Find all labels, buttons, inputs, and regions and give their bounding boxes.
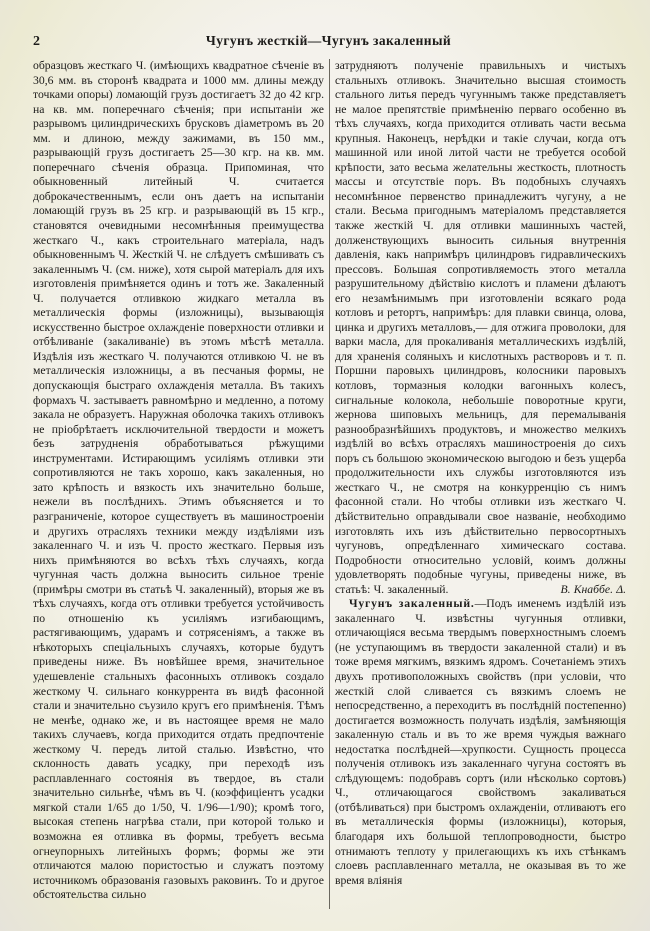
right-column (335, 59, 626, 911)
article-chugun-zhestkiy-end (335, 59, 626, 597)
text-columns (33, 59, 626, 911)
article-chugun-zakalenny (335, 597, 626, 888)
author-signature: В. Кнаббе. Δ. (560, 582, 626, 596)
left-column-text: образцовъ жесткаго Ч. (имѣющихъ квадратное сѣченіе въ 30,6 мм. въ сторонѣ квадрата и 1000 мм. длины между точками опоры) ломающій грузъ достигаетъ 32 до 42 кгр. на кв. мм. поперечнаго сѣченія; при испытаніи же разрывомъ цилиндрическихъ брусковъ діаметромъ въ 20 мм. и длиною, между зажимами, въ 150 мм., разрывающій грузъ достигаетъ 25—30 кгр. на кв. мм. поперечнаго сѣченія образца. Припоминая, что обыкновенный литейный Ч. считается доброкачественнымъ, если онъ даетъ на испытаніи ломающій грузъ въ 25 кгр. и разрывающій въ 15 кгр., становятся очевидными несомнѣнныя преимущества жесткаго Ч., какъ строительнаго матеріала, надъ обыкновеннымъ Ч. Жесткій Ч. не слѣдуетъ смѣшивать съ закаленнымъ Ч. (см. ниже), хотя сырой матеріалъ для ихъ изготовленія примѣняется одинъ и тотъ же. Закаленный Ч. получается отливкою жидкаго металла въ металлическія формы (изложницы), вызывающія искусственно быстрое охлажденіе поверхности отливки и отбѣливаніе (закаливаніе) въ этомъ мѣстѣ металла. Издѣлія изъ жесткаго Ч. получаются отливкою Ч. не въ металлическія изложницы, а въ песчаныя формы, не допускающія быстраго охлажденія металла. Въ такихъ формахъ Ч. застываетъ равномѣрно и медленно, а потому закала не образуетъ. Наружная оболочка такихъ отливокъ не пріобрѣтаетъ исключительной твердости и можетъ безъ затрудненія обработываться рѣжущими инструментами. Истирающимъ усиліямъ отливки эти сопротивляются не такъ хорошо, какъ закаленныя, но зато крѣпость и вязкость ихъ значительно больше, нежели въ послѣднихъ. Этимъ объясняется и то разграниченіе, которое существуетъ въ машиностроеніи и другихъ отрасляхъ техники между издѣліями изъ закаленнаго Ч. и изъ Ч. просто жесткаго. Первыя изъ нихъ примѣняются во всѣхъ тѣхъ случаяхъ, когда чугунная часть должна выносить сильное треніе (примѣры смотри въ статьѣ Ч. закаленный), вторыя же въ тѣхъ случаяхъ, когда отъ отливки требуется устойчивость по отношенію къ усиліямъ изгибающимъ, растягивающимъ, ударамъ и сотрясеніямъ, а также въ нѣкоторыхъ спеціальныхъ случаяхъ, которые будутъ приведены ниже. Въ новѣйшее время, значительное удешевленіе стальныхъ фасонныхъ отливокъ создало жесткому Ч. сильнаго конкуррента въ видѣ фасонной стали и значительно съузило кругъ его примѣненія. Тѣмъ не менѣе, однако же, и въ настоящее время не мало такихъ случаевъ, когда приходится отдать предпочтеніе жесткому Ч. передъ литой сталью. Извѣстно, что склонность давать усадку, при переходѣ изъ расплавленнаго состоянія въ твердое, въ стали значительно сильнѣе, чѣмъ въ Ч. (коэффиціентъ усадки мягкой стали 1/65 до 1/50, Ч. 1/96—1/90); кромѣ того, высокая степень нагрѣва стали, при которой только и возможна ея отливка въ формы, требуетъ весьма огнеупорныхъ литейныхъ формъ; формы же эти отличаются малою пористостью и служатъ поэтому источникомъ образованія газовыхъ раковинъ. То и другое обстоятельства сильно (33, 59, 324, 902)
article-chugun-zakalenny-text: —Подъ именемъ издѣлій изъ закаленнаго Ч. извѣстны чугунныя отливки, отличающіяся весьма твердымъ поверхностнымъ слоемъ (не уступающимъ въ твердости закаленной стали) и въ тоже время мягкимъ, вязкимъ ядромъ. Сочетаніемъ этихъ двухъ противоположныхъ свойствъ (при условіи, что жесткій слой сливается съ вязкимъ слоемъ не непосредственно, а переходитъ въ послѣдній постепенно) достигается возможность получать издѣлія, замѣняющія закаленную сталь и въ то же время чуждыя важнаго недостатка послѣдней—хрупкости. Сущность процесса полученія отливокъ изъ закаленнаго чугуна состоятъ въ слѣдующемъ: подобравъ сортъ (или нѣсколько сортовъ) Ч., отличающагося свойствомъ закаливаться (отбѣливаться) при быстромъ охлажденіи, отливаютъ его въ металлическія формы (изложницы), которыя, благодаря ихъ большой теплопроводности, быстро отнимаютъ теплоту у прилегающихъ къ ихъ стѣнкамъ слоевъ расплавленнаго металла, не оказывая въ то же время вліянія (335, 597, 626, 887)
article-chugun-zhestkiy-end-text: затрудняютъ полученіе правильныхъ и чистыхъ стальныхъ отливокъ. Значительно высшая стоимость стального литья передъ чугуннымъ также представляетъ не малое препятствіе примѣненію перваго особенно въ тѣхъ случаяхъ, когда приходится отливать части весьма крупныя. Наконецъ, нерѣдки и такіе случаи, когда отъ машинной или иной литой части не требуется особой крѣпости, зато весьма желательны жесткость, плотность массы и отсутствіе поръ. Въ подобныхъ случаяхъ несомнѣнное первенство принадлежитъ чугуну, а не стали. Весьма пригоднымъ матеріаломъ представляется также жесткій Ч. для отливки машинныхъ частей, долженствующихъ выносить сильныя внутреннія давленія, какъ напримѣръ цилиндровъ гидравлическихъ прессовъ. Большая сопротивляемость этого металла разрушительному дѣйствію кислотъ и пламени дѣлаютъ его незамѣнимымъ при изготовленіи всякаго рода котловъ и ретортъ, напримѣръ: для плавки свинца, олова, цинка и другихъ металловъ,— для отжига проволоки, для варки масла, для прокаливанія металлическихъ издѣлій, для храненія соляныхъ и кислотныхъ растворовъ и т. п. Поршни паровыхъ цилиндровъ, колосники паровыхъ котловъ, тормазныя колодки вагонныхъ колесъ, сигнальные колокола, небольшіе поворотные круги, жернова шиповыхъ мельницъ, для перемалыванія разнообразнѣйшихъ продуктовъ, и множество мелкихъ издѣлій во всѣхъ отрасляхъ машиностроенія до сихъ поръ съ большою экономическою выгодою и безъ ущерба продолжительности ихъ службы изготовляются изъ жесткаго Ч., не смотря на конкурренцію съ нимъ фасонной стали. Но чтобы отливки изъ жесткаго Ч. дѣйствительно оправдывали свое названіе, необходимо изготовлять ихъ изъ дѣйствительно первосортныхъ чугуновъ, опредѣленнаго химическаго состава. Подробности относительно условій, коимъ должны удовлетворять подобные чугуны, приведены ниже, въ статьѣ: Ч. закаленный. (335, 59, 626, 596)
column-divider (329, 59, 330, 909)
article-chugun-zakalenny-title: Чугунъ закаленный. (349, 597, 475, 611)
left-column (33, 59, 324, 911)
page-number: 2 (33, 34, 40, 49)
running-title: Чугунъ жесткій—Чугунъ закаленный (205, 33, 452, 48)
page-header (33, 33, 624, 53)
